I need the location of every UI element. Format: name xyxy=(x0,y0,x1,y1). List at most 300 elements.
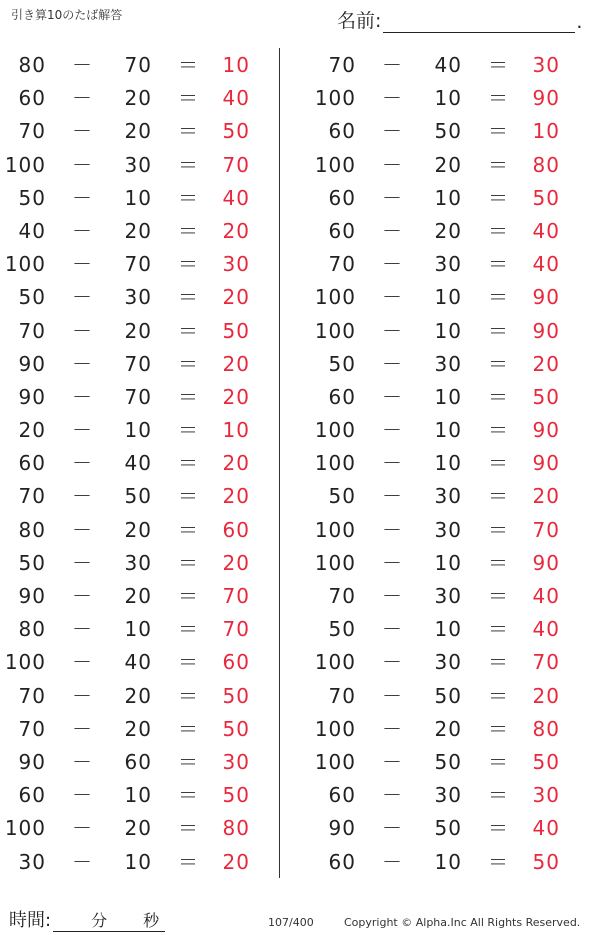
problem-row xyxy=(310,114,580,147)
minuend: 70 xyxy=(18,716,46,741)
minus-sign: － xyxy=(72,185,93,210)
subtrahend: 20 xyxy=(434,716,462,741)
equals-sign: ＝ xyxy=(178,683,199,708)
minuend: 60 xyxy=(18,451,46,476)
minus-sign: － xyxy=(382,451,403,476)
answer: 40 xyxy=(532,252,560,277)
subtrahend: 10 xyxy=(434,550,462,575)
problem-row xyxy=(310,479,580,512)
answer: 20 xyxy=(222,218,250,243)
minuend: 90 xyxy=(328,816,356,841)
problem-row xyxy=(0,114,270,147)
name-end-mark: . xyxy=(576,11,583,33)
equals-sign: ＝ xyxy=(488,53,509,77)
answer: 40 xyxy=(532,617,560,642)
minus-sign: － xyxy=(72,384,93,409)
equals-sign: ＝ xyxy=(178,384,199,409)
minuend: 100 xyxy=(4,152,46,177)
minus-sign: － xyxy=(382,119,403,144)
subtrahend: 20 xyxy=(434,152,462,177)
minuend: 100 xyxy=(4,252,46,277)
subtrahend: 40 xyxy=(434,53,462,77)
minuend: 70 xyxy=(328,252,356,277)
minuend: 80 xyxy=(18,53,46,77)
minuend: 100 xyxy=(314,517,356,542)
subtrahend: 30 xyxy=(124,550,152,575)
equals-sign: ＝ xyxy=(488,384,509,409)
equals-sign: ＝ xyxy=(178,119,199,144)
minuend: 50 xyxy=(328,484,356,509)
subtrahend: 30 xyxy=(434,783,462,808)
equals-sign: ＝ xyxy=(178,418,199,443)
answer: 30 xyxy=(532,53,560,77)
equals-sign: ＝ xyxy=(488,650,509,675)
minuend: 70 xyxy=(328,584,356,608)
equals-sign: ＝ xyxy=(178,86,199,111)
left-problem-column xyxy=(0,48,270,878)
problem-row xyxy=(0,513,270,546)
equals-sign: ＝ xyxy=(488,285,509,310)
equals-sign: ＝ xyxy=(488,484,509,509)
minus-sign: － xyxy=(72,451,93,476)
minus-sign: － xyxy=(382,86,403,111)
problem-row xyxy=(0,612,270,645)
minus-sign: － xyxy=(382,351,403,376)
name-blank-line xyxy=(383,12,575,33)
equals-sign: ＝ xyxy=(488,716,509,741)
subtrahend: 10 xyxy=(124,783,152,808)
problem-row xyxy=(0,148,270,181)
seconds-unit: 秒 xyxy=(143,911,160,930)
problem-row xyxy=(310,81,580,114)
problem-row xyxy=(0,845,270,878)
equals-sign: ＝ xyxy=(488,683,509,708)
problem-row xyxy=(310,645,580,678)
minus-sign: － xyxy=(72,550,93,575)
time-field xyxy=(9,906,165,932)
problem-row xyxy=(0,579,270,612)
subtrahend: 60 xyxy=(124,749,152,774)
problem-row xyxy=(310,845,580,878)
page-title: 引き算10のたば解答 xyxy=(11,8,123,22)
answer: 40 xyxy=(532,816,560,841)
answer: 70 xyxy=(532,650,560,675)
answer: 20 xyxy=(222,384,250,409)
equals-sign: ＝ xyxy=(488,550,509,575)
subtrahend: 20 xyxy=(124,86,152,111)
equals-sign: ＝ xyxy=(488,517,509,542)
minus-sign: － xyxy=(382,252,403,277)
minus-sign: － xyxy=(72,617,93,642)
answer: 20 xyxy=(532,683,560,708)
problem-row xyxy=(0,446,270,479)
equals-sign: ＝ xyxy=(178,218,199,243)
subtrahend: 10 xyxy=(124,849,152,874)
minuend: 60 xyxy=(328,218,356,243)
minuend: 30 xyxy=(18,849,46,874)
answer: 70 xyxy=(222,617,250,642)
minuend: 60 xyxy=(18,86,46,111)
answer: 60 xyxy=(222,650,250,675)
problem-row xyxy=(0,214,270,247)
problem-row xyxy=(0,811,270,844)
equals-sign: ＝ xyxy=(178,517,199,542)
minus-sign: － xyxy=(72,86,93,111)
subtrahend: 30 xyxy=(434,650,462,675)
minuend: 80 xyxy=(18,517,46,542)
problem-row xyxy=(310,181,580,214)
minuend: 50 xyxy=(18,185,46,210)
column-divider xyxy=(279,48,280,878)
subtrahend: 50 xyxy=(434,683,462,708)
equals-sign: ＝ xyxy=(178,318,199,343)
subtrahend: 20 xyxy=(124,716,152,741)
problem-row xyxy=(0,479,270,512)
minus-sign: － xyxy=(382,53,403,77)
equals-sign: ＝ xyxy=(488,816,509,841)
minuend: 70 xyxy=(18,484,46,509)
answer: 20 xyxy=(532,484,560,509)
answer: 30 xyxy=(222,252,250,277)
problem-row xyxy=(0,546,270,579)
subtrahend: 50 xyxy=(434,749,462,774)
minuend: 90 xyxy=(18,584,46,608)
minus-sign: － xyxy=(382,418,403,443)
subtrahend: 20 xyxy=(124,683,152,708)
problem-row xyxy=(310,612,580,645)
subtrahend: 20 xyxy=(434,218,462,243)
minus-sign: － xyxy=(382,749,403,774)
answer: 10 xyxy=(222,53,250,77)
problem-row xyxy=(310,214,580,247)
answer: 20 xyxy=(222,849,250,874)
subtrahend: 20 xyxy=(124,584,152,608)
subtrahend: 40 xyxy=(124,650,152,675)
minuend: 70 xyxy=(328,683,356,708)
answer: 40 xyxy=(532,584,560,608)
minuend: 50 xyxy=(328,351,356,376)
equals-sign: ＝ xyxy=(488,152,509,177)
answer: 40 xyxy=(222,185,250,210)
problem-row xyxy=(310,679,580,712)
subtrahend: 10 xyxy=(434,318,462,343)
problem-row xyxy=(310,546,580,579)
equals-sign: ＝ xyxy=(178,451,199,476)
minutes-unit: 分 xyxy=(91,911,108,930)
problem-row xyxy=(0,314,270,347)
minus-sign: － xyxy=(382,185,403,210)
equals-sign: ＝ xyxy=(488,749,509,774)
answer: 20 xyxy=(222,451,250,476)
equals-sign: ＝ xyxy=(178,53,199,77)
subtrahend: 20 xyxy=(124,119,152,144)
equals-sign: ＝ xyxy=(178,749,199,774)
equals-sign: ＝ xyxy=(178,252,199,277)
equals-sign: ＝ xyxy=(178,285,199,310)
subtrahend: 10 xyxy=(434,617,462,642)
answer: 20 xyxy=(222,484,250,509)
minus-sign: － xyxy=(72,749,93,774)
equals-sign: ＝ xyxy=(488,218,509,243)
subtrahend: 10 xyxy=(434,285,462,310)
equals-sign: ＝ xyxy=(178,351,199,376)
minus-sign: － xyxy=(382,650,403,675)
subtrahend: 50 xyxy=(434,816,462,841)
minuend: 100 xyxy=(314,650,356,675)
minus-sign: － xyxy=(382,816,403,841)
minuend: 60 xyxy=(328,185,356,210)
answer: 50 xyxy=(532,749,560,774)
minuend: 100 xyxy=(314,451,356,476)
problem-row xyxy=(0,280,270,313)
subtrahend: 10 xyxy=(434,849,462,874)
minuend: 20 xyxy=(18,418,46,443)
subtrahend: 30 xyxy=(434,584,462,608)
minus-sign: － xyxy=(72,517,93,542)
name-field xyxy=(337,6,582,33)
subtrahend: 20 xyxy=(124,816,152,841)
minus-sign: － xyxy=(72,849,93,874)
subtrahend: 30 xyxy=(434,351,462,376)
equals-sign: ＝ xyxy=(178,185,199,210)
problem-row xyxy=(310,280,580,313)
answer: 50 xyxy=(222,119,250,144)
minus-sign: － xyxy=(382,849,403,874)
minus-sign: － xyxy=(382,683,403,708)
problem-row xyxy=(310,347,580,380)
answer: 70 xyxy=(222,584,250,608)
minuend: 50 xyxy=(18,285,46,310)
equals-sign: ＝ xyxy=(178,484,199,509)
minuend: 70 xyxy=(18,683,46,708)
page-number: 107/400 xyxy=(268,916,314,929)
equals-sign: ＝ xyxy=(488,185,509,210)
equals-sign: ＝ xyxy=(178,617,199,642)
answer: 80 xyxy=(532,716,560,741)
answer: 50 xyxy=(532,384,560,409)
minuend: 90 xyxy=(18,384,46,409)
minus-sign: － xyxy=(382,384,403,409)
equals-sign: ＝ xyxy=(178,550,199,575)
minus-sign: － xyxy=(72,218,93,243)
minus-sign: － xyxy=(382,617,403,642)
minuend: 100 xyxy=(314,550,356,575)
equals-sign: ＝ xyxy=(488,318,509,343)
minuend: 100 xyxy=(314,152,356,177)
subtrahend: 30 xyxy=(124,152,152,177)
minuend: 50 xyxy=(18,550,46,575)
answer: 90 xyxy=(532,285,560,310)
subtrahend: 30 xyxy=(434,484,462,509)
answer: 20 xyxy=(222,285,250,310)
problem-row xyxy=(0,745,270,778)
minuend: 60 xyxy=(328,384,356,409)
answer: 90 xyxy=(532,550,560,575)
minus-sign: － xyxy=(72,285,93,310)
answer: 90 xyxy=(532,418,560,443)
equals-sign: ＝ xyxy=(178,584,199,608)
problem-row xyxy=(310,247,580,280)
answer: 10 xyxy=(222,418,250,443)
minuend: 100 xyxy=(314,86,356,111)
problem-row xyxy=(0,645,270,678)
minus-sign: － xyxy=(382,318,403,343)
minus-sign: － xyxy=(72,816,93,841)
problem-row xyxy=(0,679,270,712)
answer: 70 xyxy=(532,517,560,542)
subtrahend: 20 xyxy=(124,318,152,343)
minuend: 50 xyxy=(328,617,356,642)
minuend: 90 xyxy=(18,351,46,376)
equals-sign: ＝ xyxy=(178,849,199,874)
minus-sign: － xyxy=(72,650,93,675)
minuend: 70 xyxy=(18,318,46,343)
minus-sign: － xyxy=(382,783,403,808)
copyright-notice: Copyright © Alpha.Inc All Rights Reserved. xyxy=(344,916,581,929)
minus-sign: － xyxy=(72,318,93,343)
minuend: 100 xyxy=(4,650,46,675)
equals-sign: ＝ xyxy=(488,119,509,144)
minus-sign: － xyxy=(382,285,403,310)
equals-sign: ＝ xyxy=(488,418,509,443)
answer: 80 xyxy=(222,816,250,841)
problem-row xyxy=(0,347,270,380)
subtrahend: 50 xyxy=(124,484,152,509)
minus-sign: － xyxy=(382,152,403,177)
subtrahend: 10 xyxy=(124,617,152,642)
equals-sign: ＝ xyxy=(488,783,509,808)
problem-row xyxy=(0,81,270,114)
answer: 20 xyxy=(532,351,560,376)
minus-sign: － xyxy=(72,119,93,144)
minuend: 40 xyxy=(18,218,46,243)
minus-sign: － xyxy=(72,53,93,77)
problem-row xyxy=(0,48,270,81)
minuend: 60 xyxy=(18,783,46,808)
minus-sign: － xyxy=(72,683,93,708)
subtrahend: 30 xyxy=(434,517,462,542)
problem-row xyxy=(0,413,270,446)
subtrahend: 50 xyxy=(434,119,462,144)
answer: 50 xyxy=(532,849,560,874)
time-blank-line xyxy=(53,909,165,932)
equals-sign: ＝ xyxy=(178,816,199,841)
answer: 90 xyxy=(532,451,560,476)
subtrahend: 20 xyxy=(124,218,152,243)
subtrahend: 70 xyxy=(124,53,152,77)
equals-sign: ＝ xyxy=(488,252,509,277)
problem-row xyxy=(0,247,270,280)
answer: 30 xyxy=(532,783,560,808)
minus-sign: － xyxy=(382,584,403,608)
equals-sign: ＝ xyxy=(488,351,509,376)
subtrahend: 10 xyxy=(434,384,462,409)
minuend: 60 xyxy=(328,783,356,808)
answer: 90 xyxy=(532,318,560,343)
problem-row xyxy=(310,579,580,612)
minuend: 100 xyxy=(314,318,356,343)
minuend: 100 xyxy=(314,749,356,774)
problem-row xyxy=(310,513,580,546)
answer: 40 xyxy=(532,218,560,243)
subtrahend: 30 xyxy=(124,285,152,310)
answer: 40 xyxy=(222,86,250,111)
minus-sign: － xyxy=(382,517,403,542)
minus-sign: － xyxy=(382,484,403,509)
answer: 10 xyxy=(532,119,560,144)
problem-row xyxy=(310,446,580,479)
answer: 90 xyxy=(532,86,560,111)
answer: 20 xyxy=(222,550,250,575)
answer: 50 xyxy=(222,683,250,708)
minus-sign: － xyxy=(382,218,403,243)
minus-sign: － xyxy=(72,484,93,509)
subtrahend: 10 xyxy=(434,185,462,210)
minuend: 100 xyxy=(314,285,356,310)
problem-row xyxy=(0,778,270,811)
minus-sign: － xyxy=(382,716,403,741)
minuend: 70 xyxy=(328,53,356,77)
minuend: 100 xyxy=(314,418,356,443)
problem-row xyxy=(310,712,580,745)
minuend: 100 xyxy=(4,816,46,841)
minus-sign: － xyxy=(72,584,93,608)
problem-row xyxy=(310,380,580,413)
minuend: 70 xyxy=(18,119,46,144)
answer: 50 xyxy=(222,318,250,343)
problem-row xyxy=(0,712,270,745)
equals-sign: ＝ xyxy=(488,451,509,476)
equals-sign: ＝ xyxy=(488,584,509,608)
answer: 80 xyxy=(532,152,560,177)
problem-row xyxy=(310,48,580,81)
minuend: 80 xyxy=(18,617,46,642)
minus-sign: － xyxy=(72,783,93,808)
subtrahend: 10 xyxy=(434,451,462,476)
minuend: 90 xyxy=(18,749,46,774)
subtrahend: 10 xyxy=(434,86,462,111)
problem-row xyxy=(310,413,580,446)
subtrahend: 10 xyxy=(124,185,152,210)
minus-sign: － xyxy=(382,550,403,575)
problem-row xyxy=(310,811,580,844)
equals-sign: ＝ xyxy=(178,716,199,741)
problem-row xyxy=(310,778,580,811)
name-label: 名前: xyxy=(337,10,382,32)
subtrahend: 30 xyxy=(434,252,462,277)
problem-row xyxy=(0,181,270,214)
equals-sign: ＝ xyxy=(488,86,509,111)
time-label: 時間: xyxy=(9,910,52,931)
subtrahend: 10 xyxy=(124,418,152,443)
minuend: 60 xyxy=(328,849,356,874)
problem-row xyxy=(0,380,270,413)
answer: 30 xyxy=(222,749,250,774)
answer: 70 xyxy=(222,152,250,177)
equals-sign: ＝ xyxy=(178,152,199,177)
equals-sign: ＝ xyxy=(488,617,509,642)
minus-sign: － xyxy=(72,351,93,376)
minus-sign: － xyxy=(72,418,93,443)
problem-row xyxy=(310,745,580,778)
answer: 50 xyxy=(222,716,250,741)
minus-sign: － xyxy=(72,716,93,741)
equals-sign: ＝ xyxy=(488,849,509,874)
problem-row xyxy=(310,148,580,181)
subtrahend: 70 xyxy=(124,384,152,409)
minuend: 60 xyxy=(328,119,356,144)
minus-sign: － xyxy=(72,152,93,177)
